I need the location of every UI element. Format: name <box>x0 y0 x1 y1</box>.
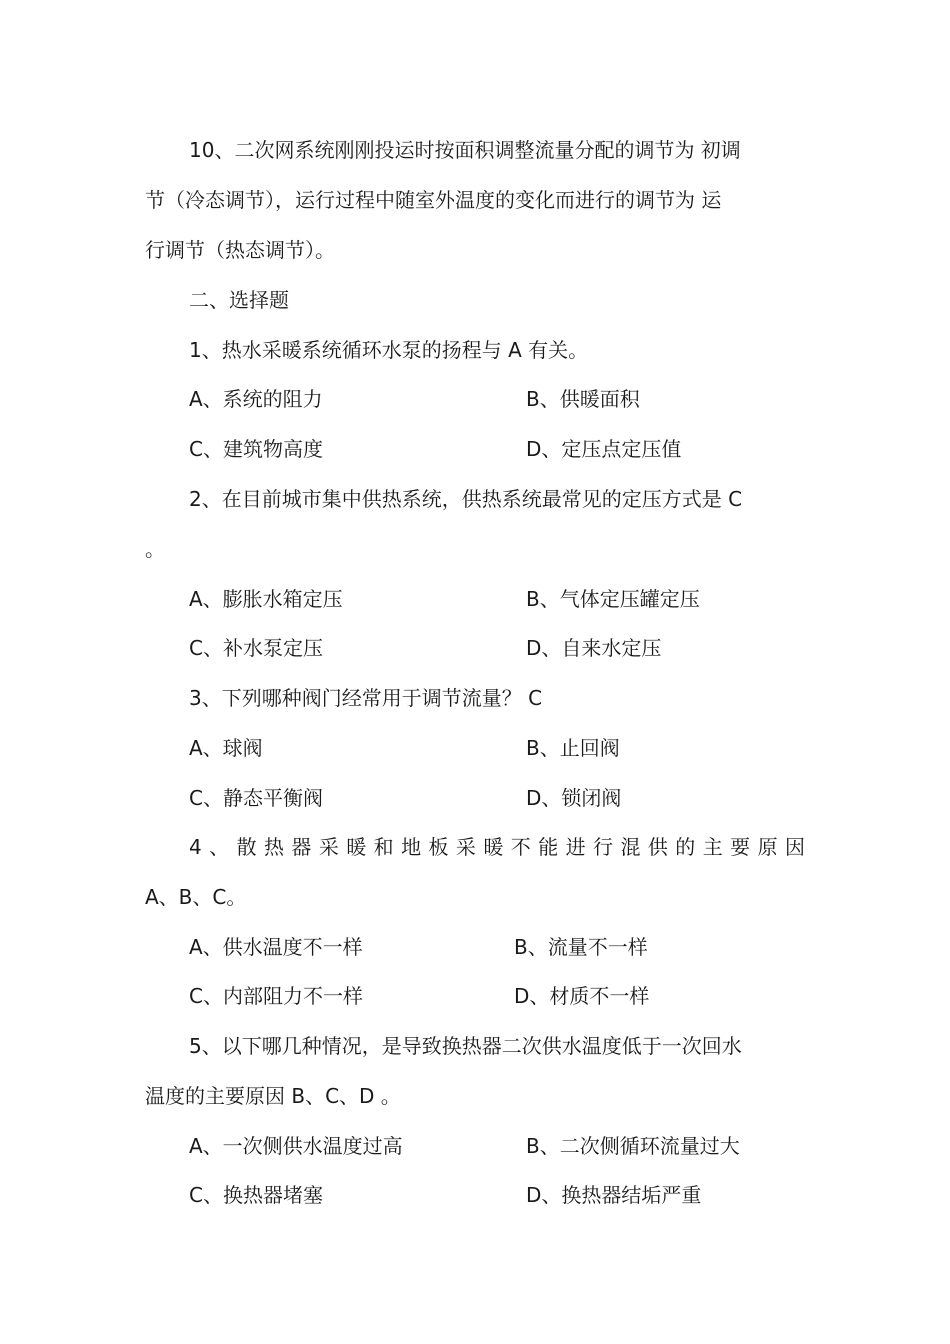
q5-option-c: C、换热器堵塞 <box>189 1183 323 1207</box>
q2-option-d: D、自来水定压 <box>526 636 662 660</box>
q5-option-a: A、一次侧供水温度过高 <box>189 1134 403 1158</box>
q10-line-3: 行调节（热态调节）。 <box>145 238 335 262</box>
q10-line-1: 10、二次网系统刚刚投运时按面积调整流量分配的调节为 初调 <box>189 138 741 162</box>
question-3-stem: 3、下列哪种阀门经常用于调节流量？ C <box>189 686 543 710</box>
question-4-stem-cont: A、B、C。 <box>145 885 247 909</box>
q2-option-a: A、膨胀水箱定压 <box>189 587 343 611</box>
q4-option-b: B、流量不一样 <box>514 935 648 959</box>
q4-option-d: D、材质不一样 <box>514 984 650 1008</box>
q2-option-c: C、补水泵定压 <box>189 636 323 660</box>
q5-option-d: D、换热器结垢严重 <box>526 1183 702 1207</box>
q2-option-b: B、气体定压罐定压 <box>526 587 700 611</box>
question-5-stem-cont: 温度的主要原因 B、C、D 。 <box>145 1084 401 1108</box>
question-4-stem: 4、散热器采暖和地板采暖不能进行混供的主要原因 <box>189 835 805 859</box>
q3-option-b: B、止回阀 <box>526 736 620 760</box>
q1-option-c: C、建筑物高度 <box>189 437 323 461</box>
q3-option-c: C、静态平衡阀 <box>189 786 323 810</box>
section-heading: 二、选择题 <box>189 288 289 312</box>
q1-option-a: A、系统的阻力 <box>189 387 323 411</box>
question-5-stem: 5、以下哪几种情况，是导致换热器二次供水温度低于一次回水 <box>189 1034 742 1058</box>
question-1-stem: 1、热水采暖系统循环水泵的扬程与 A 有关。 <box>189 338 589 362</box>
question-2-stem: 2、在目前城市集中供热系统，供热系统最常见的定压方式是 C <box>189 487 743 511</box>
q10-line-2: 节（冷态调节），运行过程中随室外温度的变化而进行的调节为 运 <box>145 188 722 212</box>
q1-option-d: D、定压点定压值 <box>526 437 682 461</box>
q1-option-b: B、供暖面积 <box>526 387 640 411</box>
q3-option-a: A、球阀 <box>189 736 263 760</box>
q3-option-d: D、锁闭阀 <box>526 786 622 810</box>
q4-option-a: A、供水温度不一样 <box>189 935 363 959</box>
q5-option-b: B、二次侧循环流量过大 <box>526 1134 740 1158</box>
q4-option-c: C、内部阻力不一样 <box>189 984 363 1008</box>
question-2-stem-cont: 。 <box>145 537 165 561</box>
